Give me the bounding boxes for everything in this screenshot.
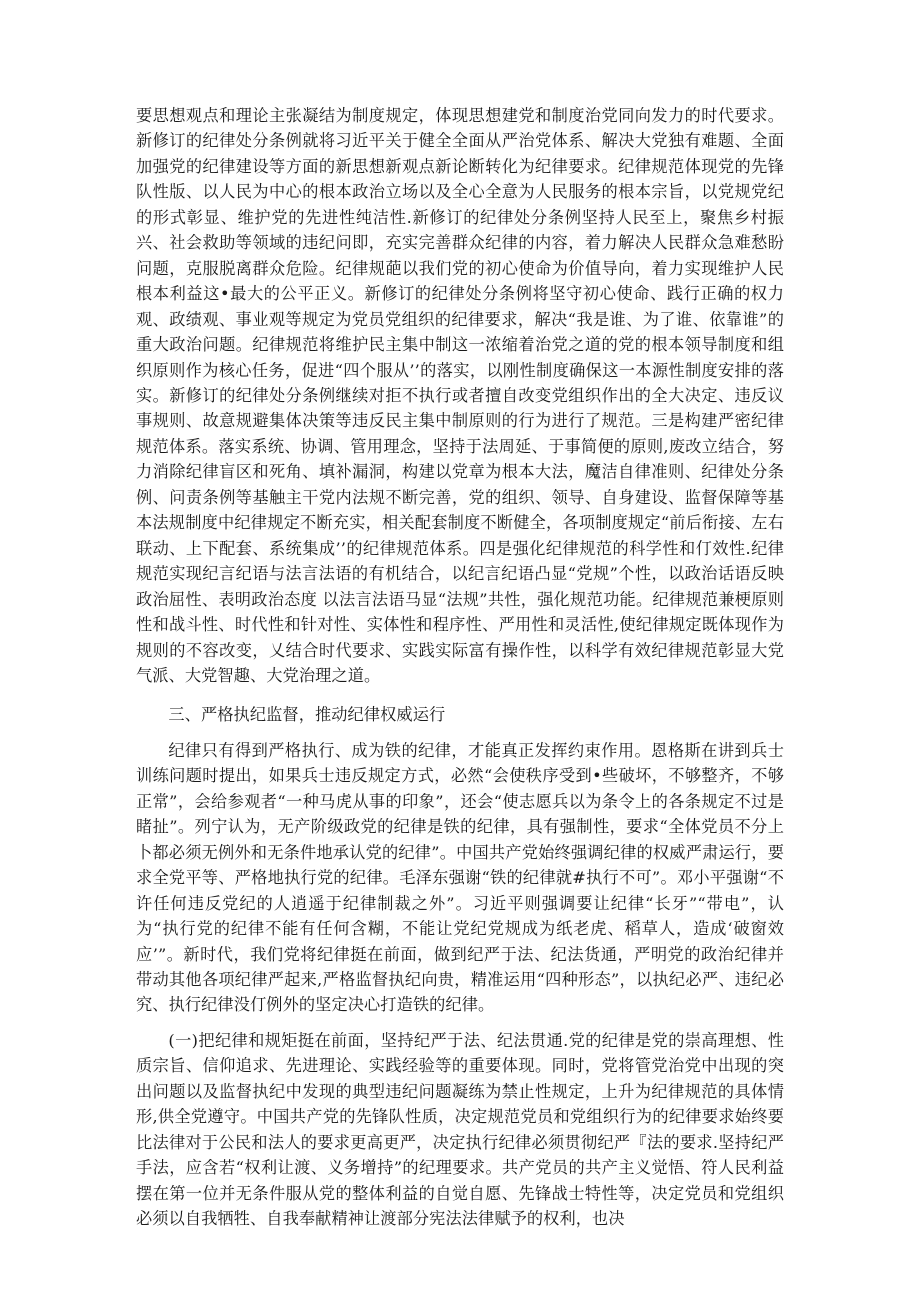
- document-page: [136, 103, 784, 1231]
- section-heading: 三、严格执纪监督，推动纪律权威运行: [168, 705, 446, 725]
- body-paragraph-3: (一)把纪律和规矩挺在前面，坚持纪严于法、纪法贯通.党的纪律是党的崇高理想、性质宗旨、信仰追求、先进理论、实践经验等的重要体现。同时，党将管党治党中出现的突出问题以及监督执纪中发现的典型违纪问题凝练为禁止性规定，上升为纪律规范的具体情形,供全党遵守。中国共产党的先锋队性质，决定规范党员和党组织行为的纪律要求始终要比法律对于公民和法人的要求更高更严，决定执行纪律必须贯彻纪严『法的要求.坚持纪严手法，应含若“权利让渡、义务增持”的纪理要求。共产党员的共产主义觉悟、符人民利益摆在第一位并无条件服从党的整体利益的自觉自愿、先锋战士特性等，决定党员和党组织必须以自我牺牲、自我奉献精神让渡部分宪法法律赋予的权利，也决: [136, 1030, 784, 1229]
- body-paragraph-2: 纪律只有得到严格执行、成为铁的纪律，才能真正发挥约束作用。恩格斯在讲到兵士训练问题时提出，如果兵士违反规定方式，必然“会使秩序受到•些破坏，不够整齐，不够正常”，会给参观者“一种马虎从事的印象”，还会“使志愿兵以为条令上的各条规定不过是睹扯”。列宁认为，无产阶级政党的纪律是铁的纪律，具有强制性，要求“全体党员不分上卜都必须无例外和无条件地承认党的纪律”。中国共产党始终强调纪律的权威严肃运行，要求全党平等、严格地执行党的纪律。毛泽东强谢“铁的纪律就#执行不可”。邓小平强谢“不许任何违反党纪的人逍遥于纪律制裁之外”。习近平则强调要让纪律“长牙”“带电”，认为“执行党的纪律不能有任何含糊，不能让党纪党规成为纸老虎、稻草人，造成‘破窗效应’”。新时代，我们党将纪律挺在前面，做到纪严于法、纪法货通，严明党的政治纪律并带动其他各项纪律严起来,严格监督执纪向贵，精准运用“四种形态”，以执纪必严、违纪必究、执行纪律没仃例外的坚定决心打造铁的纪律。: [136, 740, 784, 1015]
- body-paragraph-1: 要思想观点和理论主张凝结为制度规定，体现思想建党和制度治党同向发力的时代要求。新修订的纪律处分条例就将习近平关于健全全面从严治党体系、解决大党独有难题、全面加强党的纪律建设等方面的新思想新观点新论断转化为纪律要求。纪律规范体现党的先锋队性版、以人民为中心的根本政治立场以及全心全意为人民服务的根本宗旨，以党规党纪的形式彰显、维护党的先进性纯洁性.新修订的纪律处分条例坚持人民至上，聚焦乡村振兴、社会救助等领域的违纪问即，充实完善群众纪律的内容，着力解决人民群众急难愁盼问题，克服脱离群众危险。纪律规葩以我们党的初心使命为价值导向，着力实现维护人民根本利益这•最大的公平正义。新修订的纪律处分条例将坚守初心使命、践行正确的权力观、政绩观、事业观等规定为党员党组织的纪律要求，解决“我是谁、为了谁、依靠谁”的重大政治问题。纪律规范将维护民主集中制这一浓缩着治党之道的党的根本领导制度和组织原则作为核心任务，促进“四个服从’’的落实，以刚性制度确保这一本源性制度安排的落实。新修订的纪律处分条例继续对拒不执行或者擅自改变党组织作出的全大决定、违反议事规则、故意规避集体决策等违反民主集中制原则的行为进行了规范。三是构建严密纪律规范体系。落实系统、协调、管用理念，坚持于法周延、于事简便的原则,废改立结合，努力消除纪律盲区和死角、填补漏洞，构建以党章为根本大法，魔洁自律准则、纪律处分条例、问责条例等基触主干党内法规不断完善，党的组织、领导、自身建设、监督保障等基本法规制度中纪律规定不断充实，相关配套制度不断健全，各项制度规定“前后衔接、左右联动、上下配套、系统集成’’的纪律规范体系。四是强化纪律规范的科学性和仃效性.纪律规范实现纪言纪语与法言法语的有机结合，以纪言纪语凸显“党规”个性，以政治话语反映政治屈性、表明政治态度 以法言法语马显“法规”共性，强化规范功能。纪律规范兼梗原则性和战斗性、时代性和针对性、实体性和程序性、严用性和灵活性,使纪律规定既体现作为规则的不容改变，乂结合时代要求、实践实际富有操作性，以科学有效纪律规范彰显大党气派、大党智趣、大党治理之道。: [136, 106, 784, 685]
